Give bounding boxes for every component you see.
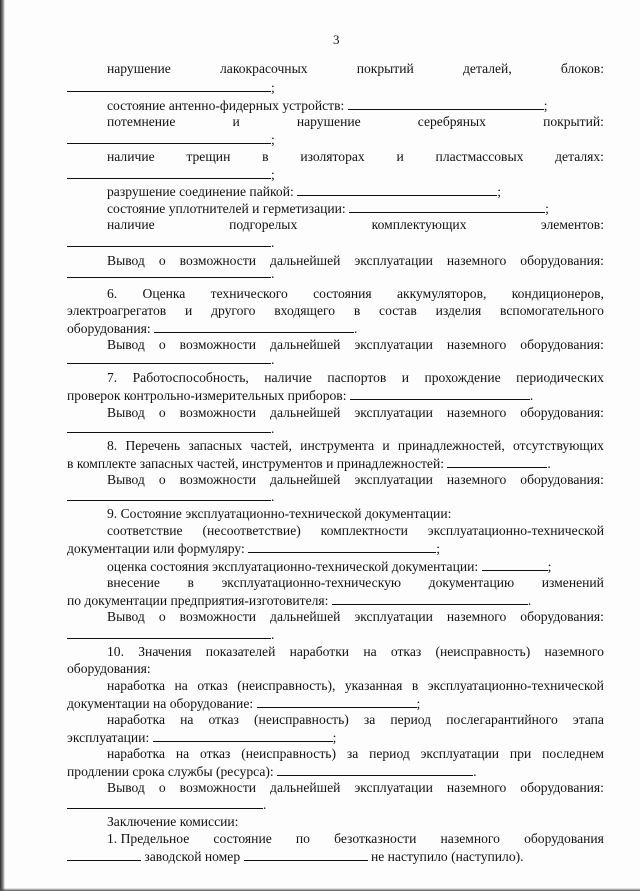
word: наземного xyxy=(446,405,507,420)
s5-burnt-components-line xyxy=(107,216,604,234)
word: оборудования: xyxy=(520,472,604,487)
final-line-1 xyxy=(107,830,604,848)
scan-edge-shadow xyxy=(0,0,5,891)
word: отказ xyxy=(200,746,231,761)
word: дальнейшей xyxy=(270,609,341,624)
word: послегарантийного xyxy=(446,712,558,727)
word: наработка xyxy=(107,678,166,693)
word: наличие xyxy=(107,149,155,164)
fill-in-blank[interactable] xyxy=(67,350,271,364)
word: эксплуатационно-технической xyxy=(427,678,604,693)
fill-in-blank[interactable] xyxy=(67,487,271,501)
word: возможности xyxy=(179,780,257,795)
s7-conclusion-fill: . xyxy=(67,419,604,437)
word: принадлежностей, xyxy=(397,438,505,453)
s5-burnt-components-fill: . xyxy=(67,233,604,251)
s5-silver-coating-line xyxy=(107,113,604,131)
word: электроагрегатов xyxy=(67,303,167,318)
equipment-name-blank[interactable] xyxy=(67,847,141,861)
word: эксплуатации xyxy=(354,405,433,420)
word: при xyxy=(509,746,532,761)
word: Вывод xyxy=(107,337,145,352)
word: (неисправность) xyxy=(254,712,349,727)
s9-line-2 xyxy=(107,522,604,540)
word: эксплуатации xyxy=(354,253,433,268)
word: Перечень xyxy=(125,438,181,453)
word: возможности xyxy=(179,405,257,420)
s7-heading-line xyxy=(107,369,604,387)
word: эксплуатации xyxy=(354,337,433,352)
word: о xyxy=(158,780,166,795)
word: комплектности xyxy=(320,523,408,538)
word: Оценка xyxy=(142,286,186,301)
word: в xyxy=(262,149,269,164)
s8-heading-line xyxy=(107,437,604,455)
s5-cracks-fill: ; xyxy=(67,165,604,183)
s10-line-6: эксплуатации: ; xyxy=(67,730,337,745)
s9-heading: 9. Состояние эксплуатационно-технической документации: xyxy=(107,506,452,521)
word: Работоспособность, xyxy=(132,370,249,385)
word: возможности xyxy=(179,609,257,624)
word: Значения xyxy=(138,644,192,659)
word: оборудования: xyxy=(520,780,604,795)
s8-line-2: в комплекте запасных частей, инструментов и принадлежностей: . xyxy=(67,456,551,471)
word: возможности xyxy=(179,337,257,352)
word: покрытий: xyxy=(543,114,604,129)
word: 1. Предельное xyxy=(107,831,190,846)
word: оборудования: xyxy=(520,253,604,268)
word: наземного xyxy=(446,337,507,352)
word: вспомогательного xyxy=(500,303,604,318)
word: возможности xyxy=(179,472,257,487)
word: за xyxy=(346,746,359,761)
s6-line-2 xyxy=(67,302,604,320)
s6-line-3: оборудования: . xyxy=(67,321,358,336)
word: дальнейшей xyxy=(270,780,341,795)
s5-solder-line: разрушение соединение пайкой: ; xyxy=(107,184,501,199)
word: (несоответствие) xyxy=(202,523,301,538)
word: блоков: xyxy=(560,61,604,76)
word: 6. xyxy=(107,286,118,301)
fill-in-blank[interactable] xyxy=(349,199,545,213)
word: о xyxy=(158,405,166,420)
fill-in-blank[interactable] xyxy=(447,454,547,468)
word: наземного xyxy=(446,780,507,795)
word: деталях: xyxy=(555,149,604,164)
word: указанная xyxy=(344,678,403,693)
s10-line-7 xyxy=(107,745,604,763)
s10-heading-line xyxy=(107,643,604,661)
fill-in-blank[interactable] xyxy=(154,319,354,333)
word: 10. xyxy=(107,644,124,659)
word: комплектующих xyxy=(371,217,467,232)
word: наличие xyxy=(264,370,312,385)
word: последнем xyxy=(542,746,604,761)
word: отказ xyxy=(208,712,239,727)
serial-number-blank[interactable] xyxy=(244,847,368,861)
s5-antenna-line: состояние антенно-фидерных устройств: ; xyxy=(107,98,548,113)
word: потемнение xyxy=(107,114,176,129)
word: наземного xyxy=(446,472,507,487)
word: состав xyxy=(379,303,417,318)
word: показателей xyxy=(205,644,276,659)
s10-line-2: оборудования: xyxy=(67,661,151,676)
word: (неисправность) xyxy=(241,746,336,761)
word: о xyxy=(158,253,166,268)
word: и xyxy=(382,438,390,453)
word: серебряных xyxy=(417,114,486,129)
s9-line-5 xyxy=(107,574,604,592)
word: прохождение xyxy=(424,370,501,385)
word: на xyxy=(175,746,190,761)
word: наземного xyxy=(440,831,500,846)
status-text: не наступило (наступило). xyxy=(370,849,524,864)
word: 7. xyxy=(107,370,118,385)
s5-silver-coating-fill: ; xyxy=(67,130,604,148)
word: технического xyxy=(210,286,288,301)
word: соответствие xyxy=(107,523,183,538)
word: (неисправность), xyxy=(237,678,336,693)
word: деталей, xyxy=(463,61,512,76)
word: возможности xyxy=(179,253,257,268)
s5-paint-defects-fill: ; xyxy=(67,78,604,96)
fill-in-blank[interactable] xyxy=(482,557,548,571)
word: и xyxy=(232,114,240,129)
word: запасных xyxy=(188,438,243,453)
word: по xyxy=(295,831,310,846)
word: (неисправность) xyxy=(435,644,531,659)
word: периодических xyxy=(516,370,604,385)
word: на xyxy=(174,678,188,693)
word: инструмента xyxy=(300,438,375,453)
word: наработка xyxy=(107,746,166,761)
word: на xyxy=(363,644,377,659)
final-line-2 xyxy=(67,847,604,865)
fill-in-blank[interactable] xyxy=(248,539,436,553)
s9-line-4: оценка состояния эксплуатационно-технической документации: ; xyxy=(107,559,552,574)
word: состояние xyxy=(213,831,272,846)
word: оборудования xyxy=(524,831,604,846)
word: за xyxy=(363,712,376,727)
word: и xyxy=(185,303,193,318)
word: отказ xyxy=(390,644,422,659)
s10-conclusion-fill: . xyxy=(67,795,604,813)
s9-conclusion-fill: . xyxy=(67,625,604,643)
word: безотказности xyxy=(334,831,417,846)
word: пластмассовых xyxy=(435,149,524,164)
fill-in-blank[interactable] xyxy=(332,591,528,605)
fill-in-blank[interactable] xyxy=(67,233,271,247)
word: изоляторах xyxy=(300,149,365,164)
word: о xyxy=(158,472,166,487)
s10-line-3 xyxy=(107,677,604,695)
word: изменений xyxy=(541,575,604,590)
word: и xyxy=(396,149,404,164)
word: изделия xyxy=(435,303,482,318)
fill-in-blank[interactable] xyxy=(67,795,263,809)
word: кондиционеров, xyxy=(511,286,604,301)
word: аккумуляторов, xyxy=(396,286,487,301)
word: эксплуатации xyxy=(354,609,433,624)
word: отказ xyxy=(197,678,228,693)
word: подгорелых xyxy=(229,217,298,232)
word: паспортов xyxy=(327,370,387,385)
fill-in-blank[interactable] xyxy=(67,130,271,144)
word: Вывод xyxy=(107,472,145,487)
fill-in-blank[interactable] xyxy=(67,165,271,179)
page-number: 3 xyxy=(333,32,340,47)
s9-line-6: по документации предприятия-изготовителя: . xyxy=(67,593,532,608)
word: нарушение xyxy=(296,114,361,129)
s6-heading-line xyxy=(107,285,604,303)
word: лакокрасочных xyxy=(220,61,308,76)
word: дальнейшей xyxy=(270,253,341,268)
word: Вывод xyxy=(107,253,145,268)
word: документацию xyxy=(428,575,515,590)
word: на xyxy=(180,712,194,727)
word: период xyxy=(369,746,410,761)
word: в xyxy=(353,303,361,318)
s9-line-3: документации или формуляру: ; xyxy=(67,541,440,556)
word: в xyxy=(187,575,194,590)
word: в xyxy=(411,678,419,693)
word: частей, xyxy=(250,438,292,453)
word: состояния xyxy=(313,286,372,301)
s10-line-4: документации на оборудование: ; xyxy=(67,696,421,711)
word: нарушение xyxy=(107,61,171,76)
word: оборудования: xyxy=(520,337,604,352)
s5-cracks-line xyxy=(107,148,604,166)
word: наземного xyxy=(446,253,507,268)
word: эксплуатационно-технической xyxy=(427,523,604,538)
s9-conclusion-line xyxy=(107,608,604,626)
fill-in-blank[interactable] xyxy=(277,762,473,776)
fill-in-blank[interactable] xyxy=(257,694,417,708)
fill-in-blank[interactable] xyxy=(350,386,530,400)
fill-in-blank[interactable] xyxy=(348,96,544,110)
s5-seals-line: состояние уплотнителей и герметизации: ; xyxy=(107,201,549,216)
word: эксплуатационно-техническую xyxy=(221,575,402,590)
word: о xyxy=(158,609,166,624)
word: период xyxy=(390,712,432,727)
word: внесение xyxy=(107,575,160,590)
word: о xyxy=(158,337,166,352)
s6-conclusion-fill: . xyxy=(67,350,604,368)
s10-line-5 xyxy=(107,711,604,729)
word: Вывод xyxy=(107,609,145,624)
word: 8. xyxy=(107,438,118,453)
word: трещин xyxy=(186,149,231,164)
fill-in-blank[interactable] xyxy=(67,78,271,92)
fill-in-blank[interactable] xyxy=(297,182,497,196)
word: наработка xyxy=(107,712,166,727)
word: элементов: xyxy=(540,217,604,232)
s7-line-2: проверок контрольно-измерительных приборов: . xyxy=(67,388,534,403)
word: и xyxy=(401,370,410,385)
word: оборудования: xyxy=(520,609,604,624)
word: Вывод xyxy=(107,780,145,795)
word: другого xyxy=(211,303,256,318)
fill-in-blank[interactable] xyxy=(67,419,271,433)
commission-heading: Заключение комиссии: xyxy=(107,814,239,829)
serial-label: заводской номер xyxy=(144,849,241,864)
s5-paint-defects-line xyxy=(107,60,604,78)
word: эксплуатации xyxy=(354,472,433,487)
word: покрытий xyxy=(356,61,414,76)
word: дальнейшей xyxy=(270,472,341,487)
s10-line-8: продлении срока службы (ресурса): . xyxy=(67,764,477,779)
word: наземного xyxy=(446,609,507,624)
word: дальнейшей xyxy=(270,405,341,420)
fill-in-blank[interactable] xyxy=(153,728,333,742)
word: этапа xyxy=(572,712,604,727)
word: Вывод xyxy=(107,405,145,420)
word: наличие xyxy=(107,217,155,232)
word: входящего xyxy=(274,303,336,318)
word: эксплуатации xyxy=(354,780,433,795)
s5-conclusion-fill: . xyxy=(67,264,604,282)
word: дальнейшей xyxy=(270,337,341,352)
word: наземного xyxy=(544,644,604,659)
fill-in-blank[interactable] xyxy=(67,264,271,278)
word: наработки xyxy=(289,644,350,659)
fill-in-blank[interactable] xyxy=(67,625,271,639)
word: отсутствующих xyxy=(513,438,604,453)
word: эксплуатации xyxy=(420,746,500,761)
word: оборудования: xyxy=(520,405,604,420)
s8-conclusion-fill: . xyxy=(67,487,604,505)
